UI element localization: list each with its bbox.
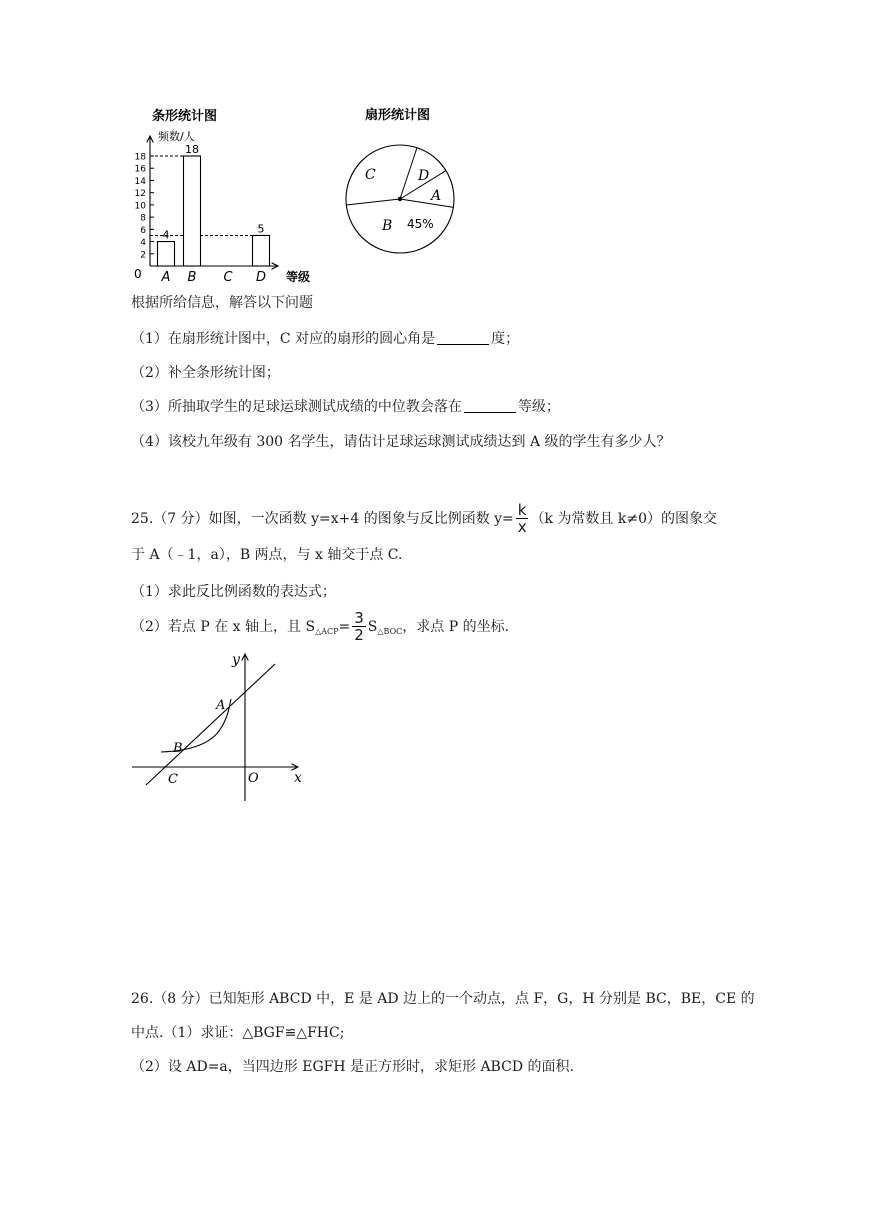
q26-line2: 中点.（1）求证：△BGF≌△FHC; — [131, 1025, 345, 1041]
q24-part4: （4）该校九年级有 300 名学生，请估计足球运球测试成绩达到 A 级的学生有多少人？ — [131, 434, 671, 450]
q25-equals: = — [338, 619, 351, 635]
intro-text: 根据所给信息，解答以下问题 — [131, 295, 313, 311]
bar-chart-ytick-label: 8 — [140, 213, 146, 224]
q24-part3-end: 等级； — [517, 399, 560, 415]
pie-slice-label-a: A — [431, 188, 442, 204]
bar-chart-ytick-label: 10 — [134, 201, 146, 212]
pie-slice-label-b: B — [382, 218, 393, 234]
bar-chart-ytick-label: 12 — [134, 189, 146, 200]
q24-part3-text: （3）所抽取学生的足球运球测试成绩的中位教会落在 — [131, 399, 462, 415]
q25-frac2-den: 2 — [354, 626, 364, 644]
q25-fraction-k-over-x — [516, 503, 529, 535]
bar-chart-ytick-label: 6 — [140, 225, 146, 236]
q25-sub-boc: △BOC — [377, 627, 403, 636]
bar-chart-xlabel: 等级 — [286, 270, 311, 284]
pie-slice-label-d: D — [418, 168, 430, 184]
q25-part2-text: （2）若点 P 在 x 轴上，且 S — [131, 619, 316, 635]
graph-origin-label: O — [248, 771, 259, 786]
graph-y-label: y — [232, 652, 240, 668]
pie-slice-label-c: C — [365, 167, 376, 183]
q24-part1-end: 度； — [491, 331, 520, 347]
bar-a — [158, 242, 175, 266]
bar-chart-ytick-label: 4 — [140, 238, 146, 249]
bar-chart — [120, 100, 330, 290]
pie-chart-title: 扇形统计图 — [365, 108, 431, 123]
q25-s: S — [367, 619, 378, 635]
bar-chart-ytick-label: 14 — [134, 176, 146, 187]
bar-chart-ylabel: 频数/人 — [158, 130, 195, 143]
bar-category-label-c: C — [223, 270, 233, 285]
q24-part1 — [131, 329, 519, 349]
q24-part2: （2）补全条形统计图； — [131, 365, 280, 381]
bar-d — [253, 235, 270, 266]
bar-category-label-a: A — [161, 270, 171, 285]
q25-line1-text: 25.（7 分）如图，一次函数 y=x+4 的图象与反比例函数 y= — [131, 511, 514, 527]
q24-part1-text: （1）在扇形统计图中，C 对应的扇形的圆心角是 — [131, 331, 436, 347]
q26-line1: 26.（8 分）已知矩形 ABCD 中，E 是 AD 边上的一个动点，点 F，G，H 分别是 BC，BE，CE 的 — [131, 991, 755, 1007]
q25-line1-end: （k 为常数且 k≠0）的图象交 — [530, 511, 717, 527]
q25-frac2-num: 3 — [354, 609, 364, 627]
q25-part2-end: ，求点 P 的坐标. — [402, 619, 510, 635]
q25-part2 — [131, 609, 509, 650]
graph-point-a-label: A — [216, 698, 226, 713]
q25-line2: 于 A（﹣1，a），B 两点，与 x 轴交于点 C. — [131, 547, 403, 563]
bar-chart-origin: 0 — [134, 267, 142, 281]
graph-x-label: x — [294, 770, 302, 786]
bar-value-label-d: 5 — [257, 222, 265, 236]
graph-point-c-label: C — [168, 772, 178, 787]
bar-value-label-b: 18 — [185, 143, 199, 156]
q25-line1 — [131, 501, 717, 537]
graph-point-b-label: B — [173, 741, 183, 756]
bar-chart-title: 条形统计图 — [152, 109, 218, 124]
bar-chart-ytick-label: 2 — [140, 250, 146, 261]
q24-part1-blank — [437, 330, 489, 345]
bar-b — [184, 156, 201, 266]
pie-center-dot — [398, 197, 402, 201]
q25-frac-num: k — [517, 501, 527, 519]
pie-slice-percent-b: 45% — [407, 217, 434, 231]
q25-frac-den: x — [517, 518, 527, 536]
q24-part3-blank — [464, 398, 516, 413]
q25-fraction-3-over-2 — [352, 611, 366, 643]
q24-part3 — [131, 397, 560, 417]
q25-function-graph — [128, 648, 308, 808]
bar-value-label-a: 4 — [162, 228, 170, 242]
q25-sub-acp: △ACP — [315, 627, 339, 636]
bar-chart-ytick-label: 16 — [134, 164, 146, 175]
bar-category-label-b: B — [187, 270, 197, 285]
pie-chart — [335, 100, 475, 270]
q25-part1: （1）求此反比例函数的表达式； — [131, 584, 336, 600]
bar-category-label-d: D — [255, 270, 267, 285]
q26-line3: （2）设 AD=a，当四边形 EGFH 是正方形时，求矩形 ABCD 的面积. — [131, 1059, 574, 1075]
bar-chart-ytick-label: 18 — [134, 152, 146, 163]
